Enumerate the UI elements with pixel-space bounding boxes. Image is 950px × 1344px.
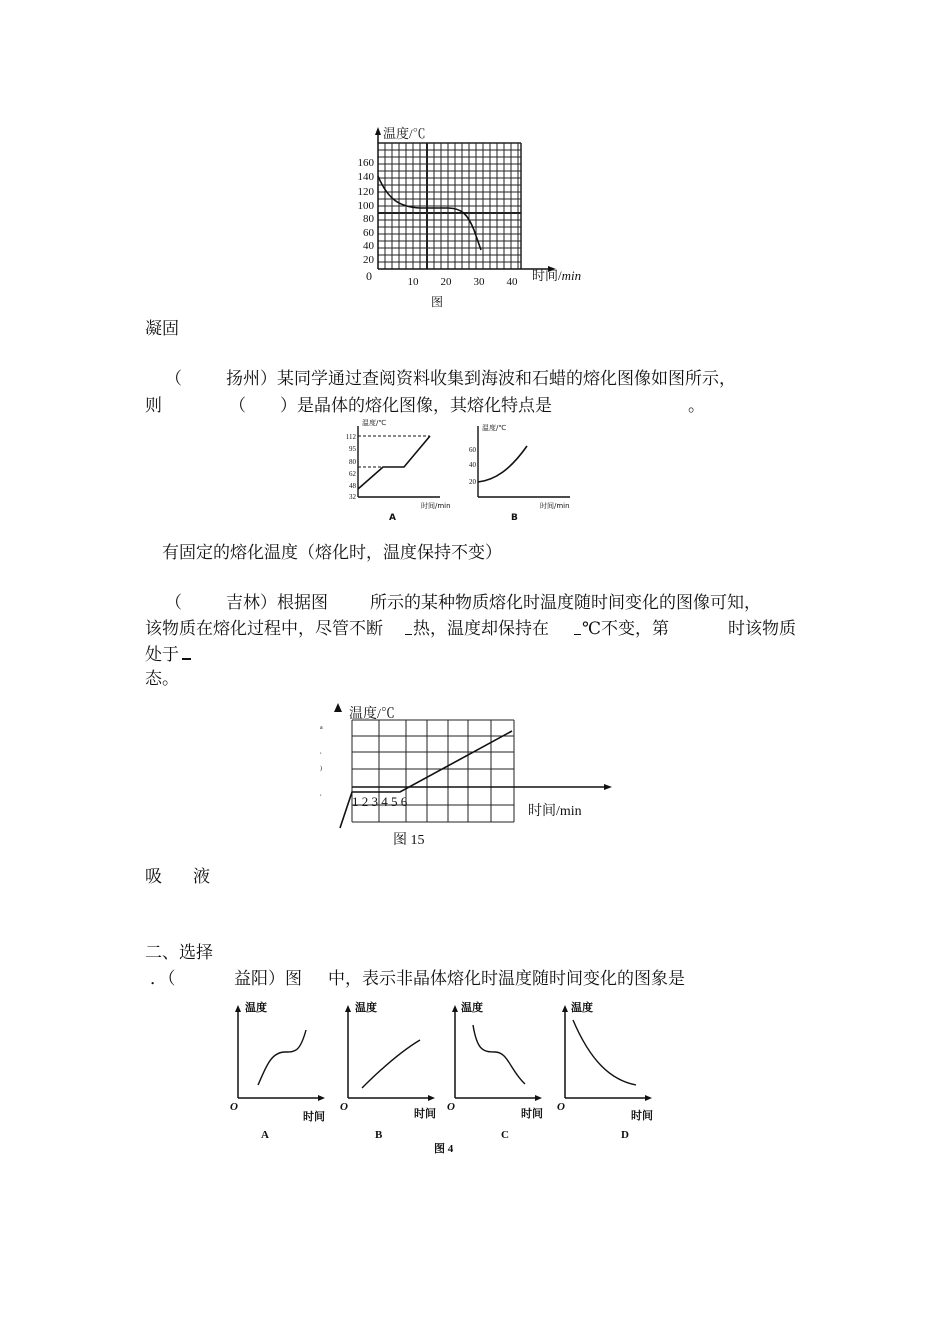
fig3-xticks: 1 2 3 4 5 6	[352, 794, 408, 809]
fig4-letter-c: C	[501, 1129, 509, 1141]
answer-solidify: 凝固	[145, 319, 179, 339]
svg-text:,: ,	[320, 749, 322, 755]
fig3-x-label: 时间/min	[528, 804, 582, 819]
jilin-line3: 处于	[145, 645, 179, 665]
fig1-ytick: 40	[363, 240, 374, 252]
fig2-b-ytick: 40	[469, 461, 476, 469]
jilin-line1-a: 吉林）根据图	[226, 593, 328, 613]
fig1-ytick: 100	[357, 200, 374, 212]
answer-melting-feature: 有固定的熔化温度（熔化时，温度保持不变）	[162, 543, 502, 563]
answer-liquid: 液	[193, 867, 210, 887]
fig4-curve-d	[573, 1020, 636, 1085]
yangzhou-line2: （ ）是晶体的熔化图像，其熔化特点是	[229, 396, 552, 416]
fig3-melting-line	[340, 731, 512, 828]
jilin-line2-b: 热，温度却保持在	[413, 619, 549, 639]
fig2-b-ytick: 20	[469, 478, 476, 486]
fig4-choice-graphs	[225, 995, 660, 1157]
fig1-ytick: 80	[363, 213, 374, 225]
fig2-a-y-label: 温度/℃	[362, 419, 387, 427]
fig4-a-ylabel: 温度	[245, 1002, 267, 1014]
yangzhou-line1: 扬州）某同学通过查阅资料收集到海波和石蜡的熔化图像如图所示，	[226, 369, 736, 389]
fig4-d-origin: O	[557, 1101, 565, 1113]
blank-underline	[574, 634, 581, 635]
fig4-a-xlabel: 时间	[303, 1111, 325, 1123]
fig1-xtick: 10	[407, 276, 419, 288]
fig3-caption: 图 15	[393, 833, 425, 848]
fig4-letter-a: A	[261, 1129, 269, 1141]
fig2-a-ytick: 62	[349, 470, 356, 478]
yiyang-text-b: 中，表示非晶体熔化时温度随时间变化的图象是	[328, 969, 685, 989]
jilin-paren: （	[165, 593, 182, 613]
fig4-caption: 图 4	[434, 1143, 454, 1155]
fig1-origin: 0	[366, 269, 372, 283]
fig1-ytick: 120	[357, 186, 374, 198]
fig4-d-xlabel: 时间	[631, 1110, 653, 1122]
blank-underline	[182, 658, 191, 660]
fig2-a-ytick: 32	[349, 493, 356, 501]
fig3-y-label: 温度/℃	[349, 707, 395, 722]
fig4-c-xlabel: 时间	[521, 1108, 543, 1120]
fig2-a-ytick: 112	[345, 433, 356, 441]
fig2-graph-a	[358, 426, 440, 497]
fig2-a-ytick: 80	[349, 458, 356, 466]
fig1-ytick: 20	[363, 254, 374, 266]
svg-text:): )	[320, 766, 322, 772]
answer-absorb: 吸	[145, 867, 162, 887]
fig1-y-label: 温度/℃	[383, 126, 426, 141]
fig4-c-origin: O	[447, 1101, 455, 1113]
yangzhou-line2-end: 。	[688, 396, 705, 416]
fig4-curve-c	[473, 1025, 525, 1084]
jilin-line4: 态。	[145, 669, 179, 689]
fig4-b-xlabel: 时间	[414, 1108, 436, 1120]
fig4-d-ylabel: 温度	[571, 1002, 593, 1014]
fig3-y-arrow	[334, 703, 342, 712]
fig1-xtick: 40	[506, 276, 518, 288]
fig1-x-label: 时间/min	[532, 268, 582, 283]
yiyang-text-a: 益阳）图	[234, 969, 302, 989]
yiyang-number: ．（	[150, 969, 176, 989]
fig2-a-ytick: 48	[349, 482, 356, 490]
fig2-b-ytick: 60	[469, 446, 476, 454]
fig1-ytick: 160	[357, 157, 374, 169]
jilin-line2-a: 该物质在熔化过程中，尽管不断	[145, 619, 383, 639]
svg-text:,: ,	[320, 791, 322, 797]
fig2-graph-b	[478, 426, 570, 497]
fig3-x-arrow	[604, 784, 612, 790]
svg-text:a: a	[320, 725, 323, 731]
fig1-grid	[378, 143, 521, 269]
fig2-b-x-label: 时间/min	[540, 502, 570, 510]
blank-underline	[405, 634, 412, 635]
fig2-a-letter: A	[389, 513, 396, 523]
fig1-ytick: 140	[357, 171, 374, 183]
fig1-xtick: 20	[440, 276, 452, 288]
fig2-a-curve	[358, 436, 430, 489]
fig1-ytick: 60	[363, 227, 374, 239]
yangzhou-paren: （	[165, 369, 182, 389]
fig2-a-ytick: 95	[349, 445, 356, 453]
fig1-xtick: 30	[473, 276, 485, 288]
cooling-curve-figure	[340, 120, 610, 315]
fig4-c-ylabel: 温度	[461, 1002, 483, 1014]
fig2-a-x-label: 时间/min	[421, 502, 451, 510]
fig4-letter-d: D	[621, 1129, 629, 1141]
fig4-a-origin: O	[230, 1101, 238, 1113]
fig2-b-y-label: 温度/℃	[482, 424, 507, 432]
jilin-line1-b: 所示的某种物质熔化时温度随时间变化的图像可知，	[370, 593, 761, 613]
fig15-melting-graph	[315, 698, 615, 853]
fig4-curve-a	[258, 1030, 306, 1085]
fig4-b-ylabel: 温度	[355, 1002, 377, 1014]
fig4-letter-b: B	[375, 1129, 383, 1141]
jilin-line2-c: ℃不变，第	[582, 619, 670, 639]
fig1-y-arrow	[375, 127, 381, 135]
section-heading-choice: 二、选择	[145, 943, 213, 963]
fig1-caption: 图	[431, 295, 444, 309]
jilin-line2-d: 时该物质	[728, 619, 796, 639]
fig4-b-origin: O	[340, 1101, 348, 1113]
fig4-curve-b	[362, 1040, 420, 1088]
melting-graphs-figure	[340, 415, 590, 527]
yangzhou-line2-prefix: 则	[145, 396, 162, 416]
fig2-b-letter: B	[511, 513, 518, 523]
fig2-b-curve	[478, 446, 527, 482]
